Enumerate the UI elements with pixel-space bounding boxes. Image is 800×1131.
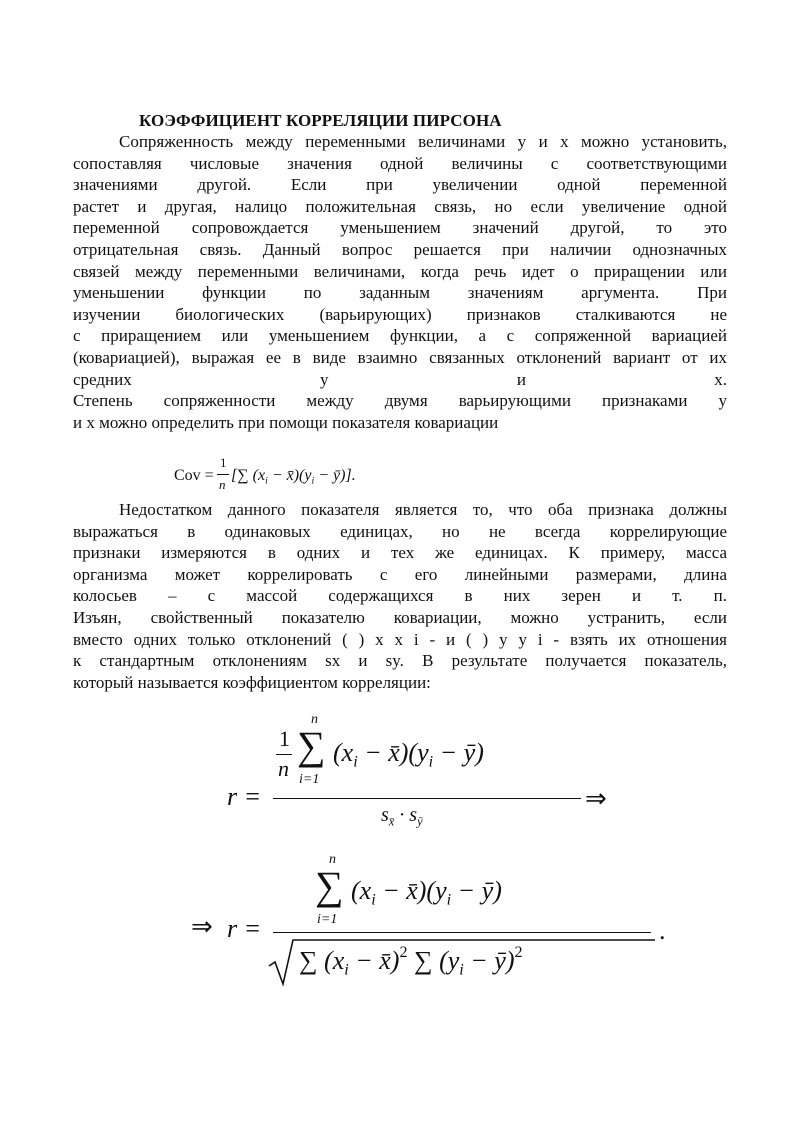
r2-num-y: − x̄)(y (375, 876, 447, 905)
text-line: изучении биологических (варьирующих) признаков сталкиваются не (73, 304, 727, 324)
text-line: колосьев – с массой содержащихся в них зерен и т. п. (73, 586, 727, 606)
r1-numerator-term (333, 738, 484, 772)
r2-main-fraction-line (273, 932, 651, 933)
r1-den-sub-y: ȳ (417, 814, 423, 829)
r2-den-sum-x: ∑ (x (299, 946, 345, 976)
r2-den-sub-i: i (344, 961, 349, 979)
formula-cov-body (231, 467, 356, 486)
cov-sub-i: i (265, 475, 268, 487)
r1-den-sub-x: x̄ (388, 814, 395, 829)
r2-den-square2: 2 (514, 944, 523, 961)
formula-r-definition (223, 712, 623, 840)
text-line: (ковариацией), выражая ее в виде взаимно связанных отклонений вариант от их (73, 347, 727, 367)
cov-term-x: [∑ (x (231, 467, 266, 484)
r2-period: . (659, 916, 666, 945)
text-line: уменьшении функции по заданным значениям аргумента. При (73, 283, 727, 303)
text-line: и х можно определить при помощи показателя ковариации (73, 412, 499, 432)
r2-num-end: − ȳ) (451, 876, 502, 905)
r1-term-end: − ȳ) (433, 738, 484, 767)
text-line: отрицательная связь. Данный вопрос решается при наличии однозначных (73, 239, 727, 259)
text-line: растет и другая, налицо положительная связь, но если увеличение одной (73, 196, 727, 216)
formula-cov-num: 1 (220, 455, 227, 470)
text-line: вместо одних только отклонений ( ) x x i - и ( ) y y i - взять их отношения (73, 629, 727, 649)
r1-small-fraction-line (276, 754, 292, 755)
r1-frac-den: n (278, 756, 289, 781)
r2-num-sub-i: i (371, 891, 376, 909)
r1-lhs: r = (227, 782, 262, 811)
r2-sum-bottom: i=1 (317, 912, 338, 927)
formula-r-expanded (191, 852, 711, 988)
text-line: с приращением или уменьшением функции, а с сопряженной вариацией (73, 326, 727, 346)
text-line: Изъян, свойственный показателю ковариации, можно устранить, если (73, 607, 727, 627)
text-line: признаки измеряются в одних и тех же единицах. К примеру, масса (73, 543, 727, 563)
r1-den-s: s (381, 804, 389, 826)
text-line: который называется коэффициентом корреляции: (73, 672, 431, 692)
r1-sub-i2: i (428, 753, 434, 771)
r1-sum-bottom: i=1 (299, 772, 320, 787)
r2-den-y-end: − ȳ) (463, 946, 515, 976)
text-line: сопоставляя числовые значения одной величины с соответствующими (73, 153, 727, 173)
paragraph-intro (73, 131, 727, 433)
r1-main-fraction-line (273, 798, 581, 799)
page-title: КОЭФФИЦИЕНТ КОРРЕЛЯЦИИ ПИРСОНА (139, 111, 502, 130)
r2-sum-top: n (329, 852, 336, 867)
r2-denominator (299, 944, 523, 980)
r2-num-sub-i2: i (446, 891, 452, 909)
r2-implies-arrow: ⇒ (191, 912, 213, 941)
r1-frac-num: 1 (279, 726, 290, 751)
formula-cov-lhs: Cov = (174, 467, 214, 484)
r2-den-square1: 2 (399, 944, 408, 961)
r2-numerator (351, 876, 502, 910)
r2-num-x: (x (351, 876, 372, 905)
r2-den-sum-y: ∑ (y (407, 946, 460, 976)
formula-cov-den: n (219, 477, 226, 492)
cov-term-end: − ȳ)]. (314, 467, 356, 484)
fraction-line (217, 474, 229, 475)
r1-term-x: (x (333, 738, 354, 767)
text-line: Степень сопряженности между двумя варьирующими признаками у (73, 391, 727, 411)
r1-denominator (381, 804, 423, 829)
paragraph-correlation (73, 499, 727, 693)
text-line: значениями другой. Если при увеличении одной переменной (73, 175, 727, 195)
r1-implies-arrow: ⇒ (585, 784, 607, 813)
text-line: связей между переменными величинами, когда речь идет о приращении или (73, 261, 727, 281)
r1-sum-symbol: ∑ (297, 723, 326, 768)
r2-sum-symbol: ∑ (315, 863, 344, 908)
r1-sub-i: i (353, 753, 358, 771)
text-line: к стандартным отклонениям sx и sy. В результате получается показатель, (73, 651, 727, 671)
text-line: Сопряженность между переменными величинами у и х можно установить, (119, 132, 727, 151)
r2-lhs: r = (227, 914, 262, 943)
text-line: организма может коррелировать с его линейными размерами, длина (73, 564, 727, 584)
text-line: средних у и х. (73, 369, 727, 389)
text-line: переменной сопровождается уменьшением значений другой, то это (73, 218, 727, 238)
r2-den-x-end: − x̄) (348, 946, 400, 976)
r1-den-s2: · s (394, 804, 418, 826)
text-line: выражаться в одинаковых единицах, но не всегда коррелирующие (73, 521, 727, 541)
cov-term-y: − x̄)(y (267, 467, 312, 484)
r2-den-sub-i2: i (459, 961, 464, 979)
text-line: Недостатком данного показателя является то, что оба признака должны (119, 500, 727, 519)
r1-sum-top: n (311, 712, 318, 727)
cov-sub-i2: i (311, 475, 315, 487)
r1-term-y: − x̄)(y (357, 738, 429, 767)
